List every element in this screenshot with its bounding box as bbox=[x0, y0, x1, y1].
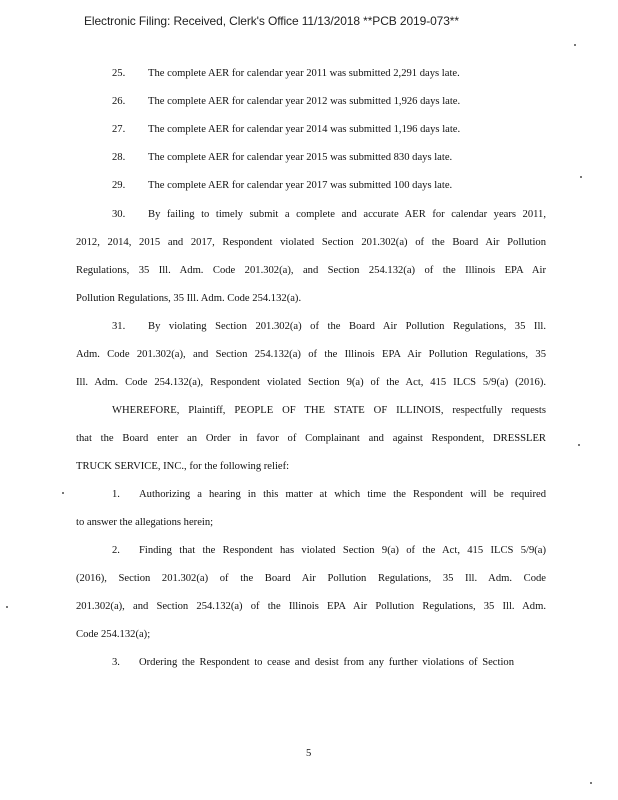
paragraph-line: Ordering the Respondent to cease and desist from any further violations of Section bbox=[139, 657, 514, 668]
scan-speck bbox=[580, 176, 582, 178]
paragraph-line: Ill. Adm. Code 254.132(a), Respondent violated Section 9(a) of the Act, 415 ILCS 5/9(a) (2016). bbox=[76, 377, 546, 388]
relief-number: 1. bbox=[112, 489, 120, 500]
scan-speck bbox=[6, 606, 8, 608]
item-27 bbox=[112, 124, 461, 135]
scan-speck bbox=[574, 44, 576, 46]
scan-speck bbox=[578, 444, 580, 446]
paragraph-line: Authorizing a hearing in this matter at which time the Respondent will be required bbox=[139, 489, 546, 500]
paragraph-line: By violating Section 201.302(a) of the Board Air Pollution Regulations, 35 Ill. bbox=[148, 321, 546, 332]
item-25 bbox=[112, 68, 460, 79]
item-number: 26. bbox=[112, 96, 126, 107]
paragraph-line: 201.302(a), and Section 254.132(a) of the Illinois EPA Air Pollution Regulations, 35 Ill. Adm. bbox=[76, 601, 546, 612]
paragraph-line: that the Board enter an Order in favor of Complainant and against Respondent, DRESSLER bbox=[76, 433, 546, 444]
paragraph-line: 2012, 2014, 2015 and 2017, Respondent violated Section 201.302(a) of the Board Air Pollution bbox=[76, 237, 546, 248]
paragraph-number: 30. bbox=[112, 209, 126, 220]
item-number: 29. bbox=[112, 180, 126, 191]
paragraph-line: Code 254.132(a); bbox=[76, 629, 151, 640]
filing-header: Electronic Filing: Received, Clerk's Office 11/13/2018 **PCB 2019-073** bbox=[84, 14, 459, 28]
paragraph-line: Regulations, 35 Ill. Adm. Code 201.302(a), and Section 254.132(a) of the Illinois EPA Air bbox=[76, 265, 546, 276]
paragraph-line: Finding that the Respondent has violated Section 9(a) of the Act, 415 ILCS 5/9(a) bbox=[139, 545, 546, 556]
relief-number: 3. bbox=[112, 657, 120, 668]
item-text: The complete AER for calendar year 2015 was submitted 830 days late. bbox=[148, 152, 453, 163]
item-number: 25. bbox=[112, 68, 126, 79]
paragraph-line: to answer the allegations herein; bbox=[76, 517, 214, 528]
relief-number: 2. bbox=[112, 545, 120, 556]
page-number: 5 bbox=[306, 748, 312, 759]
scan-speck bbox=[590, 782, 592, 784]
scan-speck bbox=[62, 492, 64, 494]
item-number: 28. bbox=[112, 152, 126, 163]
paragraph-line: (2016), Section 201.302(a) of the Board Air Pollution Regulations, 35 Ill. Adm. Code bbox=[76, 573, 546, 584]
paragraph-line: Pollution Regulations, 35 Ill. Adm. Code 254.132(a). bbox=[76, 293, 302, 304]
paragraph-line: TRUCK SERVICE, INC., for the following relief: bbox=[76, 461, 290, 472]
paragraph-line: Adm. Code 201.302(a), and Section 254.132(a) of the Illinois EPA Air Pollution Regulations, 35 bbox=[76, 349, 546, 360]
item-28 bbox=[112, 152, 453, 163]
paragraph-line: WHEREFORE, Plaintiff, PEOPLE OF THE STATE OF ILLINOIS, respectfully requests bbox=[112, 405, 546, 416]
paragraph-line: By failing to timely submit a complete and accurate AER for calendar years 2011, bbox=[148, 209, 546, 220]
item-text: The complete AER for calendar year 2017 was submitted 100 days late. bbox=[148, 180, 453, 191]
item-26 bbox=[112, 96, 461, 107]
paragraph-number: 31. bbox=[112, 321, 126, 332]
item-29 bbox=[112, 180, 453, 191]
item-number: 27. bbox=[112, 124, 126, 135]
item-text: The complete AER for calendar year 2014 was submitted 1,196 days late. bbox=[148, 124, 461, 135]
item-text: The complete AER for calendar year 2011 was submitted 2,291 days late. bbox=[148, 68, 460, 79]
item-text: The complete AER for calendar year 2012 was submitted 1,926 days late. bbox=[148, 96, 461, 107]
